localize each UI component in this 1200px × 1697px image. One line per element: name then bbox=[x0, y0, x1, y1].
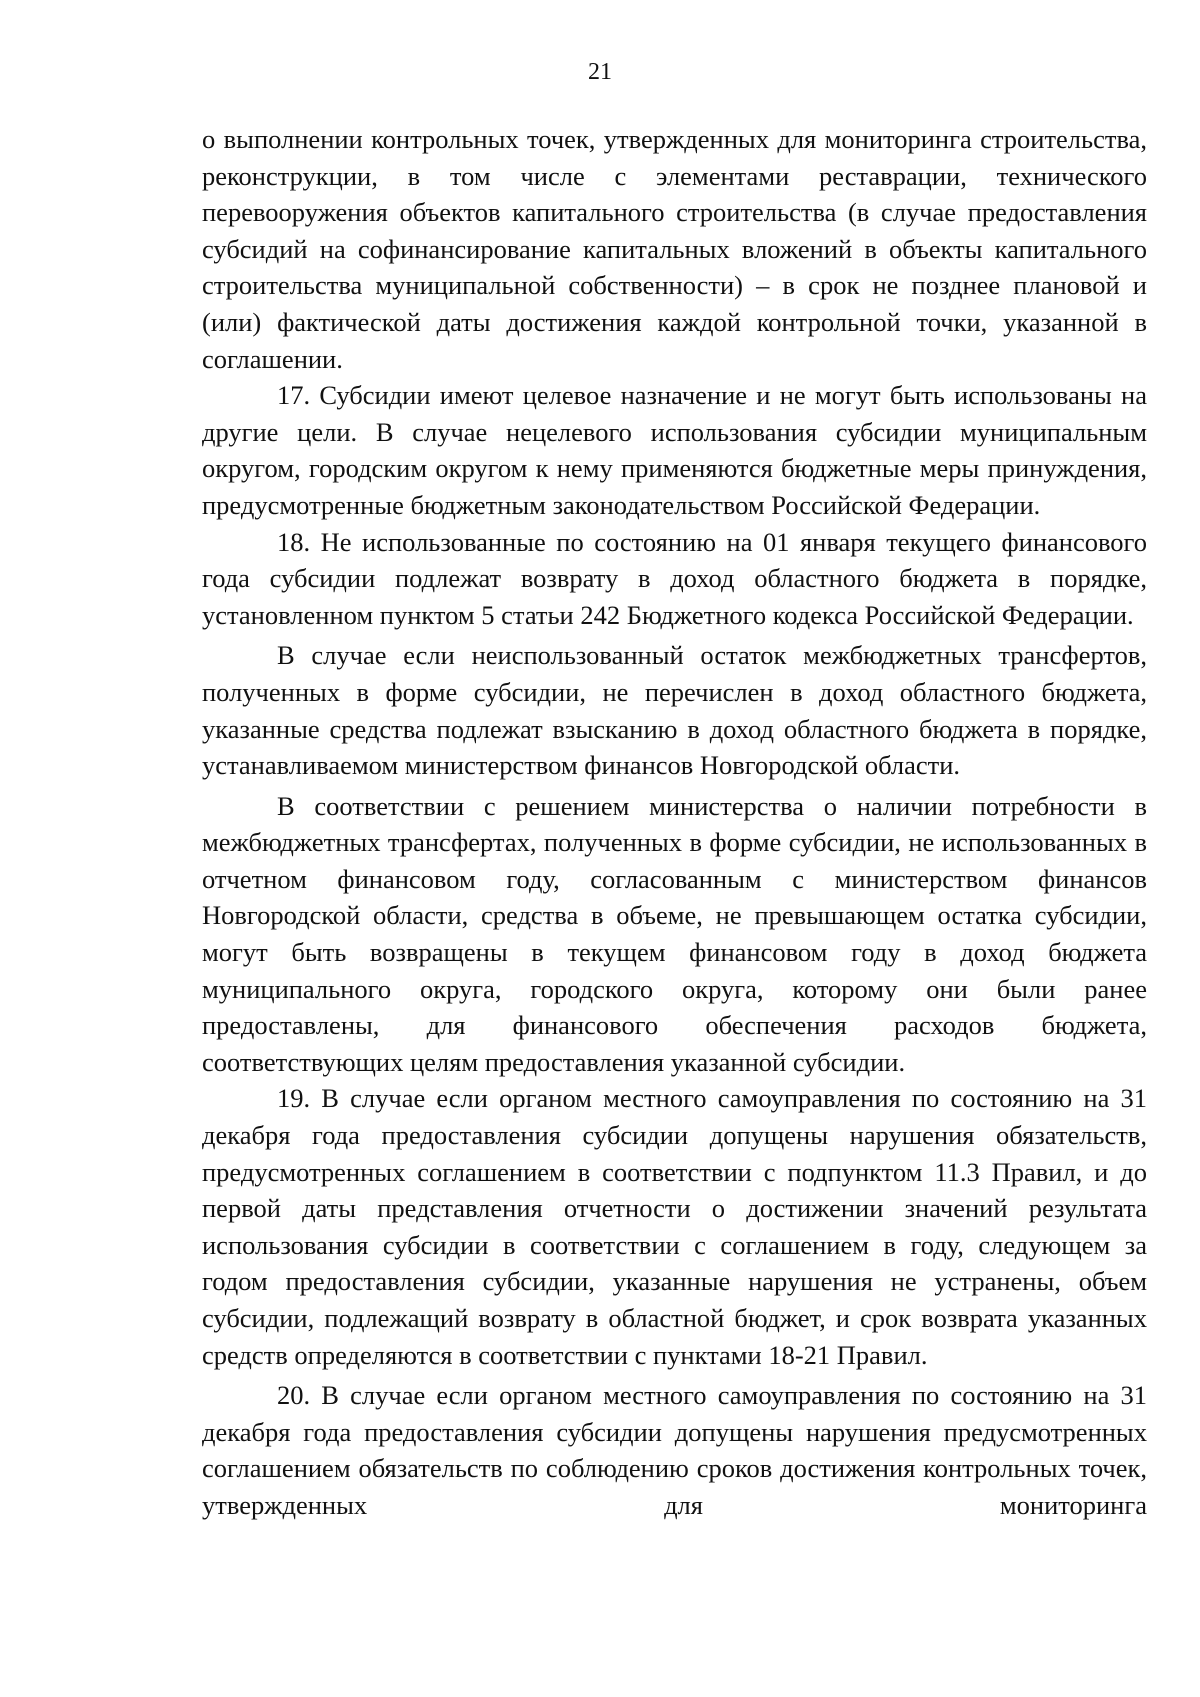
paragraph-17: 17. Субсидии имеют целевое назначение и не могут быть использованы на другие цели. В случае нецелевого использования субсидии муниципальным округом, городским округом к нему применяются бюджетные меры принуждения, предусмотренные бюджетным законодательством Российской Федерации. bbox=[202, 380, 1147, 520]
paragraph-continuation: о выполнении контрольных точек, утвержденных для мониторинга строительства, реконструкции, в том числе с элементами реставрации, технического перевооружения объектов капитального строительства (в случае предоставления субсидий на софинансирование капитальных вложений в объекты капитального строительства муниципальной собственности) – в срок не позднее плановой и (или) фактической даты достижения каждой контрольной точки, указанной в соглашении. bbox=[202, 124, 1147, 374]
document-body bbox=[202, 121, 1147, 1524]
page-number: 21 bbox=[588, 59, 612, 85]
paragraph-19: 19. В случае если органом местного самоуправления по состоянию на 31 декабря года предоставления субсидии допущены нарушения обязательств, предусмотренных соглашением в соответствии с подпунктом 11.3 Правил, и до первой даты представления отчетности о достижении значений результата использования субсидии в соответствии с соглашением в году, следующем за годом предоставления субсидии, указанные нарушения не устранены, объем субсидии, подлежащий возврату в областной бюджет, и срок возврата указанных средств определяются в соответствии с пунктами 18-21 Правил. bbox=[202, 1083, 1147, 1370]
paragraph-return-decision: В соответствии с решением министерства о наличии потребности в межбюджетных трансфертах, полученных в форме субсидии, не использованных в отчетном финансовом году, согласованным с министерством финансов Новгородской области, средства в объеме, не превышающем остатка субсидии, могут быть возвращены в текущем финансовом году в доход бюджета муниципального округа, городского округа, которому они были ранее предоставлены, для финансового обеспечения расходов бюджета, соответствующих целям предоставления указанной субсидии. bbox=[202, 790, 1147, 1077]
paragraph-20: 20. В случае если органом местного самоуправления по состоянию на 31 декабря года предоставления субсидии допущены нарушения предусмотренных соглашением обязательств по соблюдению сроков достижения контрольных точек, утвержденных для мониторинга bbox=[202, 1380, 1147, 1520]
paragraph-unused-remainder: В случае если неиспользованный остаток межбюджетных трансфертов, полученных в форме субсидии, не перечислен в доход областного бюджета, указанные средства подлежат взысканию в доход областного бюджета в порядке, устанавливаемом министерством финансов Новгородской области. bbox=[202, 640, 1147, 781]
paragraph-18: 18. Не использованные по состоянию на 01 января текущего финансового года субсидии подлежат возврату в доход областного бюджета в порядке, установленном пунктом 5 статьи 242 Бюджетного кодекса Российской Федерации. bbox=[202, 526, 1147, 630]
